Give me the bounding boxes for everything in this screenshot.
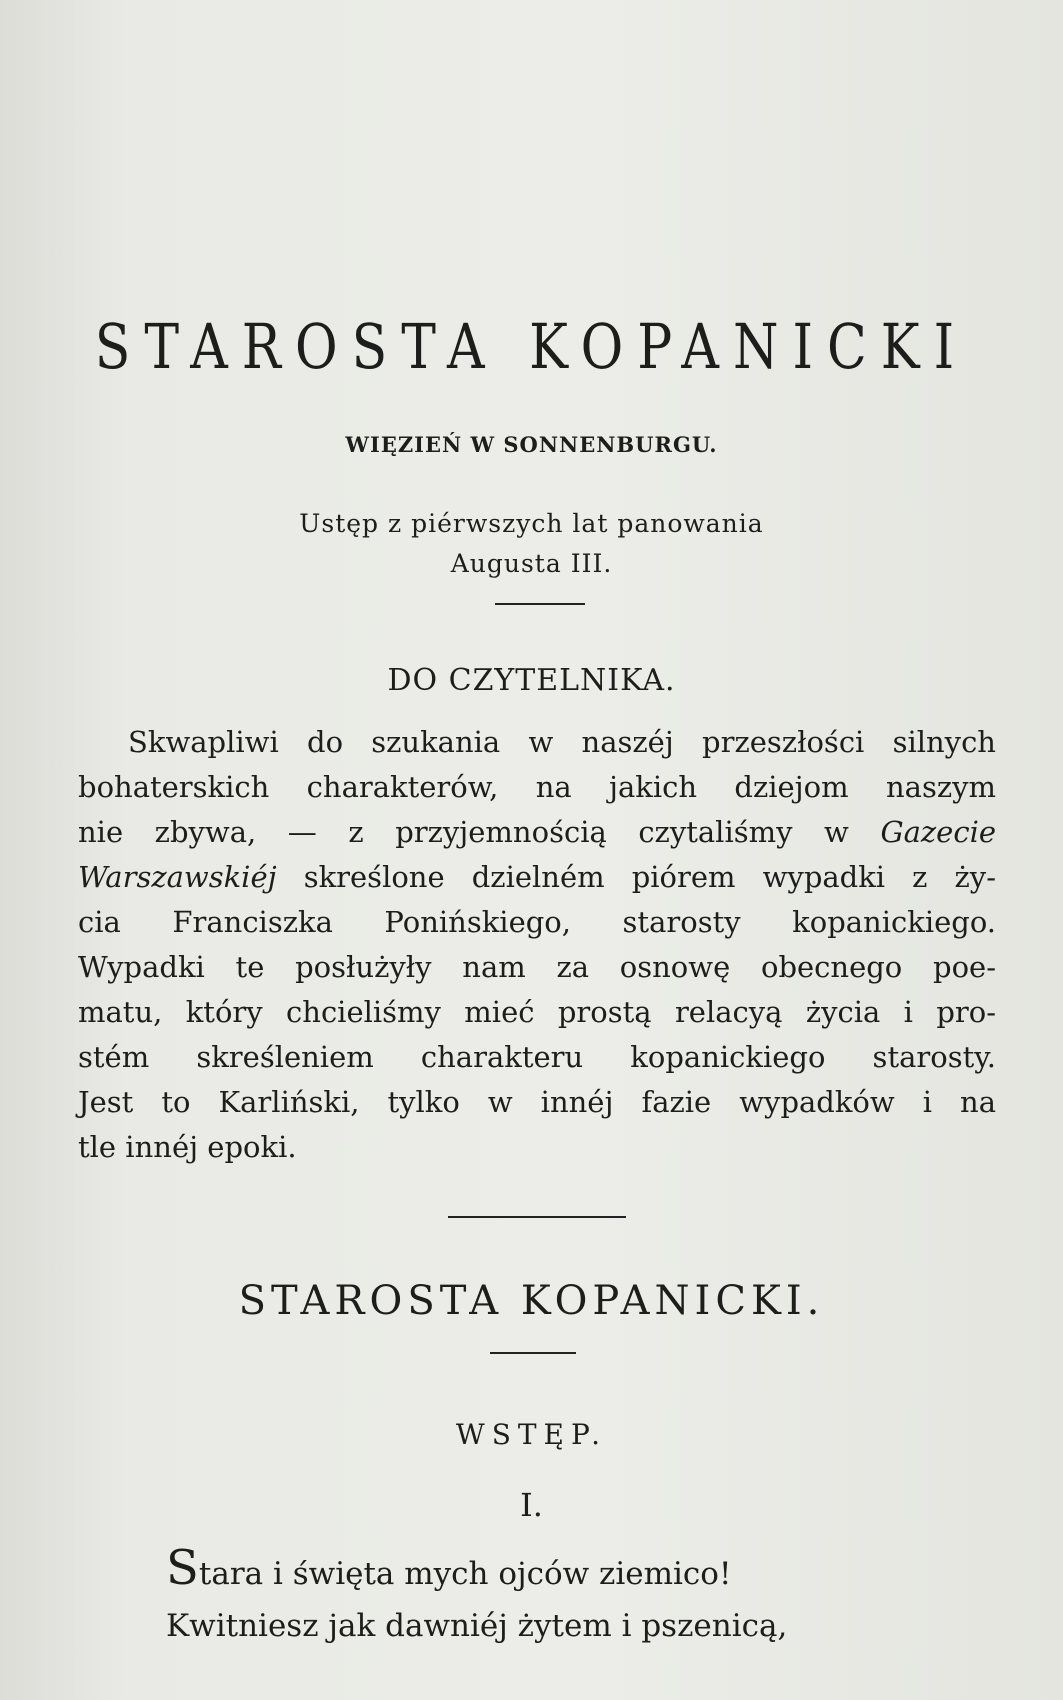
preface-line-9: Jest to Karliński, tylko w innéj fazie wypadków i na [78, 1085, 996, 1119]
preface-line-8: stém skreśleniem charakteru kopanickiego starosty. [78, 1040, 996, 1074]
verse-block [166, 1540, 788, 1652]
preface-line-7: matu, który chcieliśmy mieć prostą relacyą życia i pro- [78, 995, 996, 1029]
intro-label: WSTĘP. [455, 1418, 608, 1451]
divider-rule-1 [495, 603, 585, 605]
preface-line-1: Skwapliwi do szukania w naszéj przeszłości silnych [128, 725, 996, 759]
verse-line-2: Kwitniesz jak dawniéj żytem i pszenicą, [166, 1608, 788, 1644]
subsubtitle-line-2: Augusta III. [450, 549, 613, 578]
divider-rule-2 [448, 1216, 626, 1218]
italic-warszawskiej: Warszawskiéj [78, 860, 277, 894]
preface-line-6: Wypadki te posłużyły nam za osnowę obecnego poe- [78, 950, 996, 984]
subtitle: WIĘZIEŃ W SONNENBURGU. [345, 432, 718, 457]
section-title: STAROSTA KOPANICKI. [238, 1278, 825, 1324]
part-number: I. [520, 1486, 543, 1524]
preface-heading: DO CZYTELNIKA. [387, 663, 676, 698]
drop-cap: S [166, 1540, 199, 1596]
preface-paragraph [78, 720, 996, 1170]
subsubtitle-line-1: Ustęp z piérwszych lat panowania [299, 509, 764, 538]
preface-line-3: nie zbywa, — z przyjemnością czytaliśmy w Gazecie [78, 815, 997, 849]
divider-rule-3 [490, 1352, 576, 1354]
main-title: STAROSTA KOPANICKI [94, 312, 969, 384]
verse-line-1: Stara i święta mych ojców ziemico! [166, 1540, 732, 1596]
subsubtitle [0, 504, 1063, 584]
preface-line-10: tle innéj epoki. [78, 1130, 297, 1164]
italic-gazecie: Gazecie [880, 815, 997, 849]
preface-line-5: cia Franciszka Ponińskiego, starosty kopanickiego. [78, 905, 996, 939]
preface-line-4: Warszawskiéj skreślone dzielném piórem wypadki z ży- [78, 860, 996, 894]
preface-line-2: bohaterskich charakterów, na jakich dziejom naszym [78, 770, 996, 804]
